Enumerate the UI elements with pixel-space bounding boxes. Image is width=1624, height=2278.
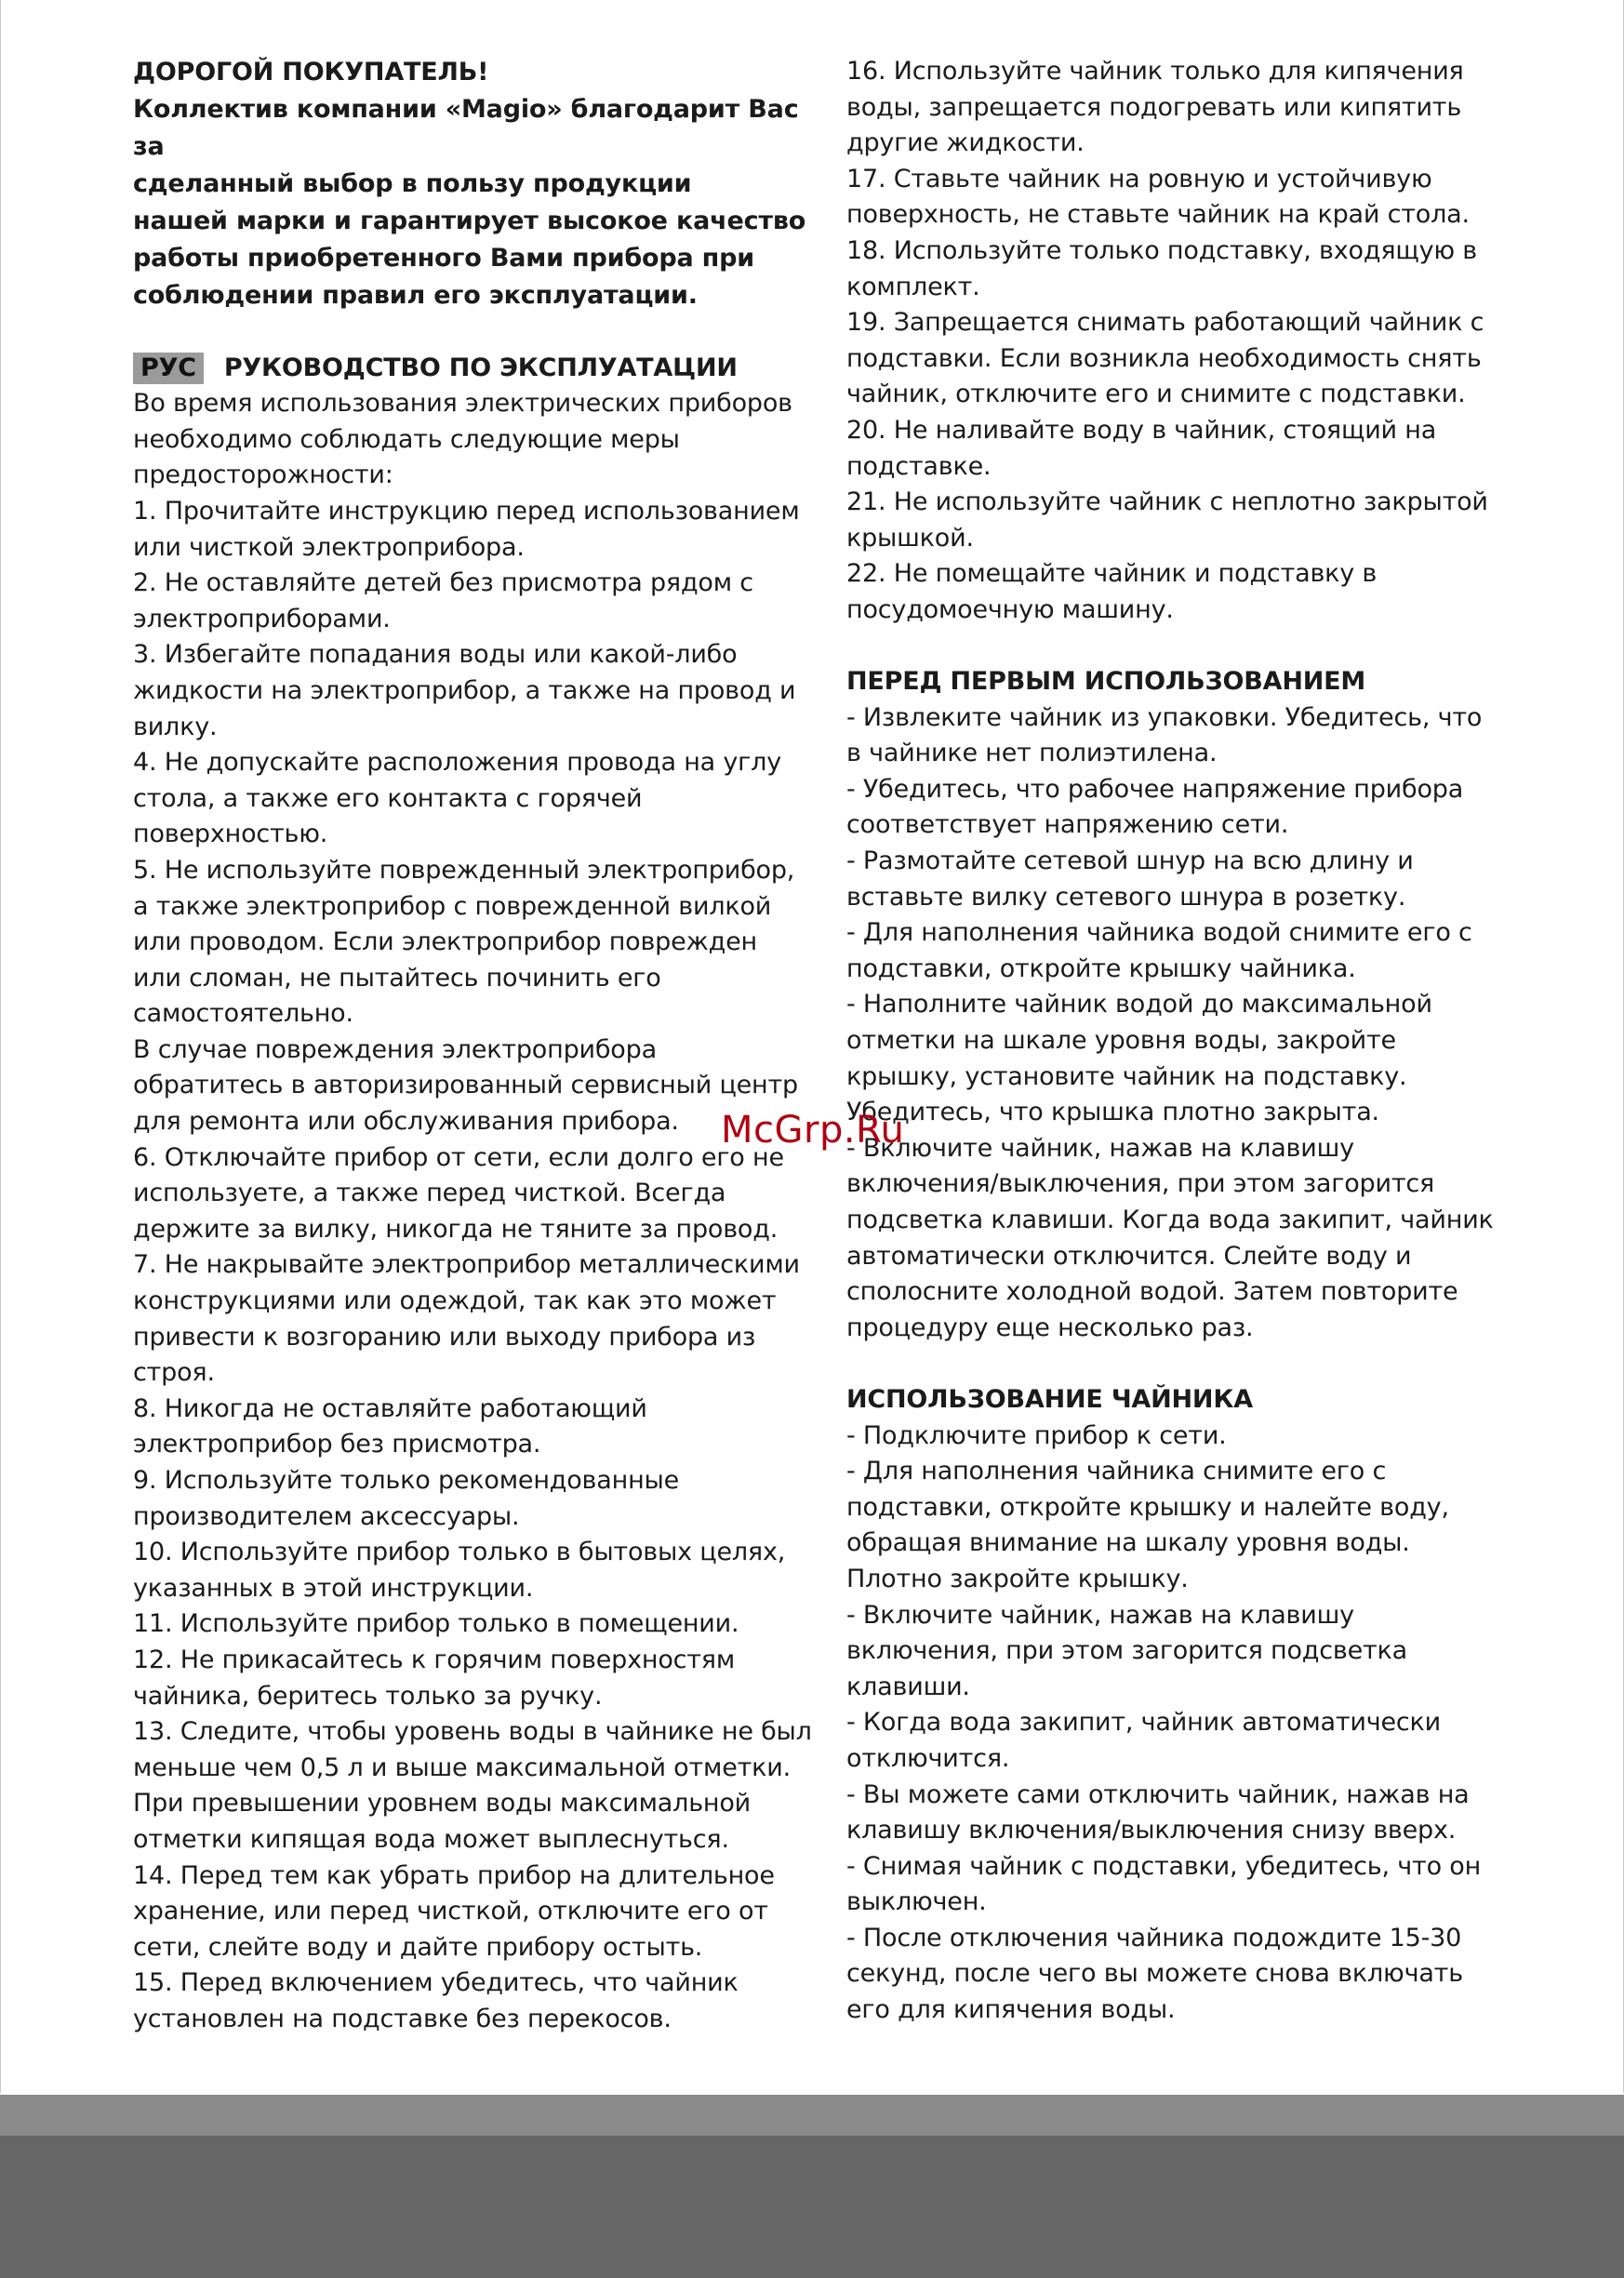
before-first-use-item: - Размотайте сетевой шнур на всю длину и вставьте вилку сетевого шнура в розетку. [846, 846, 1414, 912]
manual-paragraph: 12. Не прикасайтесь к горячим поверхностям чайника, беритесь только за ручку. [133, 1645, 736, 1711]
manual-paragraph: 15. Перед включением убедитесь, что чайник установлен на подставке без перекосов. [133, 1968, 739, 2033]
before-first-use-item: - Включите чайник, нажав на клавишу включения/выключения, при этом загорится подсветка клавиши. Когда вода закипит, чайник автоматически отключится. Слейте воду и сполосните холодной водой. Затем повторите процедуру еще несколько раз. [846, 1133, 1494, 1342]
manual-paragraph: 4. Не допускайте расположения провода на углу стола, а также его контакта с горячей поверхностью. [133, 748, 781, 849]
manual-paragraph: 22. Не помещайте чайник и подставку в посудомоечную машину. [846, 559, 1378, 624]
manual-paragraph: 19. Запрещается снимать работающий чайник с подставки. Если возникла необходимость снять чайник, отключите его и снимите с подставки. [846, 308, 1484, 409]
before-first-use-item: - Наполните чайник водой до максимальной отметки на шкале уровня воды, закройте крышку, установите чайник на подставку. Убедитесь, что крышка плотно закрыта. [846, 990, 1432, 1127]
footer-band-dark [0, 2136, 1624, 2278]
manual-paragraph: 6. Отключайте прибор от сети, если долго его не используете, а также перед чисткой. Всегда держите за вилку, никогда не тяните за провод. [133, 1142, 784, 1244]
manual-paragraph: 17. Ставьте чайник на ровную и устойчивую поверхность, не ставьте чайник на край стола. [846, 164, 1470, 230]
spacer [846, 1346, 1498, 1382]
usage-heading: ИСПОЛЬЗОВАНИЕ ЧАЙНИКА [846, 1384, 1253, 1414]
usage-item: - Включите чайник, нажав на клавишу включения, при этом загорится подсветка клавиши. [846, 1600, 1407, 1701]
manual-paragraph: 5. Не используйте поврежденный электроприбор, а также электроприбор с поврежденной вилкой или проводом. Если электроприбор поврежден или сломан, не пытайтесь починить его самостоятельно. [133, 855, 795, 1029]
before-first-use-item: - Убедитесь, что рабочее напряжение прибора соответствует напряжению сети. [846, 774, 1464, 840]
intro-line: работы приобретенного Вами прибора при [133, 244, 754, 273]
manual-paragraph: 14. Перед тем как убрать прибор на длительное хранение, или перед чисткой, отключите его от сети, слейте воду и дайте прибору остыть. [133, 1860, 775, 1962]
spacer [846, 629, 1498, 665]
before-first-use-item: - Для наполнения чайника водой снимите его с подставки, откройте крышку чайника. [846, 918, 1472, 983]
manual-paragraph: 7. Не накрывайте электроприбор металлическими конструкциями или одеждой, так как это может привести к возгоранию или выходу прибора из строя. [133, 1250, 800, 1388]
intro-block [133, 54, 812, 314]
before-first-use-heading: ПЕРЕД ПЕРВЫМ ИСПОЛЬЗОВАНИЕМ [846, 667, 1366, 697]
manual-paragraph: 20. Не наливайте воду в чайник, стоящий на подставке. [846, 415, 1437, 481]
manual-paragraph: 9. Используйте только рекомендованные производителем аксессуары. [133, 1466, 680, 1531]
left-column [133, 54, 812, 2038]
usage-item: - Вы можете сами отключить чайник, нажав на клавишу включения/выключения снизу вверх. [846, 1779, 1470, 1845]
manual-paragraph: 18. Используйте только подставку, входящую в комплект. [846, 235, 1478, 301]
manual-paragraph: 1. Прочитайте инструкцию перед использованием или чисткой электроприбора. [133, 496, 800, 562]
manual-title: РУКОВОДСТВО ПО ЭКСПЛУАТАЦИИ [223, 353, 738, 382]
intro-line: Коллектив компании «Magio» благодарит Вас за [133, 95, 799, 161]
before-first-use-item: - Извлеките чайник из упаковки. Убедитесь, что в чайнике нет полиэтилена. [846, 702, 1483, 768]
usage-item: - Снимая чайник с подставки, убедитесь, что он выключен. [846, 1851, 1482, 1917]
intro-line: сделанный выбор в пользу продукции [133, 169, 692, 198]
manual-paragraph: 21. Не используйте чайник с неплотно закрытой крышкой. [846, 487, 1488, 553]
manual-paragraph: 3. Избегайте попадания воды или какой-либо жидкости на электроприбор, а также на провод и вилку. [133, 640, 796, 741]
watermark: McGrp.Ru [721, 1109, 905, 1152]
manual-paragraph: Во время использования электрических приборов необходимо соблюдать следующие меры предосторожности: [133, 389, 792, 490]
footer-band-light [0, 2095, 1624, 2136]
manual-paragraph: 13. Следите, чтобы уровень воды в чайнике не был меньше чем 0,5 л и выше максимальной отметки. При превышении уровнем воды максимальной отметки кипящая вода может выплеснуться. [133, 1717, 812, 1854]
manual-paragraph: 10. Используйте прибор только в бытовых целях, указанных в этой инструкции. [133, 1538, 786, 1603]
usage-item: - После отключения чайника подождите 15-30 секунд, после чего вы можете снова включать его для кипячения воды. [846, 1923, 1463, 2025]
usage-item: - Подключите прибор к сети. [846, 1420, 1227, 1450]
manual-paragraph: 11. Используйте прибор только в помещении. [133, 1609, 739, 1639]
greeting: ДОРОГОЙ ПОКУПАТЕЛЬ! [133, 58, 489, 87]
usage-item: - Для наполнения чайника снимите его с подставки, откройте крышку и налейте воду, обращая внимание на шкалу уровня воды. Плотно закройте крышку. [846, 1457, 1449, 1593]
manual-paragraph: 8. Никогда не оставляйте работающий электроприбор без присмотра. [133, 1393, 647, 1459]
right-column [846, 54, 1498, 2029]
intro-line: соблюдении правил его эксплуатации. [133, 281, 698, 310]
manual-paragraph: В случае повреждения электроприбора обратитесь в авторизированный сервисный центр для ремонта или обслуживания прибора. [133, 1034, 798, 1137]
manual-title-row [133, 351, 812, 387]
spacer [133, 314, 812, 351]
intro-line: нашей марки и гарантирует высокое качество [133, 206, 806, 235]
manual-paragraph: 2. Не оставляйте детей без присмотра рядом с электроприборами. [133, 568, 753, 633]
language-tag: РУС [133, 353, 204, 384]
usage-item: - Когда вода закипит, чайник автоматически отключится. [846, 1708, 1441, 1773]
manual-paragraph: 16. Используйте чайник только для кипячения воды, запрещается подогревать или кипятить другие жидкости. [846, 57, 1464, 158]
